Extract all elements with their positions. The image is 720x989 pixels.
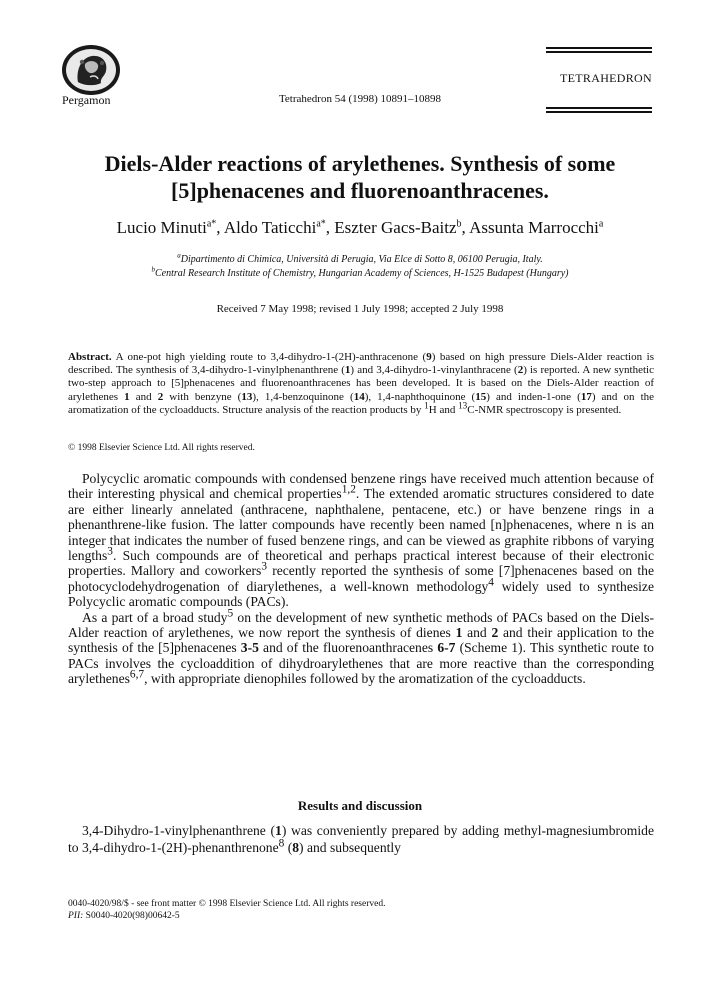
- author-affiliation-mark: b: [456, 218, 462, 230]
- affiliation-b: [0, 265, 720, 279]
- compound-number: 1: [275, 823, 282, 838]
- body-text: [68, 471, 654, 687]
- compound-number: 1: [455, 625, 463, 641]
- paragraph-text: widely used to synthesize Polycyclic aromatic compounds (PACs).: [68, 578, 654, 610]
- paragraph: [68, 471, 654, 610]
- header-rule-top-2: [546, 51, 652, 53]
- paragraph-text: . Such compounds are of theoretical and perhaps practical interest because of their electronic properties. Mallory and coworkers: [68, 548, 654, 579]
- compound-number: 2: [491, 625, 499, 641]
- author-name: Assunta Marrocchi: [469, 218, 599, 237]
- results-paragraph: [68, 822, 654, 856]
- abstract-text: ) and on the aromatization of the cycloadducts. Structure analysis of the reaction products by: [68, 390, 655, 416]
- compound-number: 8: [292, 840, 300, 855]
- abstract-text: H and: [428, 403, 459, 416]
- header-rule-top: [546, 47, 652, 49]
- header-rule-bottom: [546, 107, 652, 109]
- compound-number: 14: [353, 390, 365, 403]
- author-name: Lucio Minuti: [116, 218, 207, 237]
- abstract-text: ) and 3,4-dihydro-1-vinylanthracene (: [350, 364, 518, 377]
- author-affiliation-mark: a*: [316, 218, 326, 230]
- paragraph-text: recently reported the synthesis of some [7]phenacenes based on the photocyclodehydrogenation of diarylethenes, a well-known methodology: [68, 563, 654, 594]
- reference-mark: 8: [278, 837, 285, 850]
- paragraph-text: and their application to the synthesis of the [5]phenacenes: [68, 625, 654, 656]
- reference-mark: 1,2: [341, 483, 356, 496]
- copyright-notice: © 1998 Elsevier Science Ltd. All rights reserved.: [68, 443, 255, 453]
- affiliation-mark: a: [177, 251, 181, 260]
- author-separator: ,: [325, 218, 335, 237]
- paragraph-text: on the development of new synthetic methods of PACs based on the Diels-Alder reaction of arylethenes, we now report the synthesis of dienes: [68, 609, 654, 641]
- affiliation-a: [0, 251, 720, 265]
- author-name: Aldo Taticchi: [223, 218, 317, 237]
- paragraph-text: As a part of a broad study: [82, 609, 228, 625]
- abstract-text: ) based on high pressure Diels-Alder reaction is described. The synthesis of 3,4-dihydro-1-vinylphenanthrene (: [68, 351, 654, 377]
- paragraph-text: (Scheme 1). This synthetic route to PACs involves the cycloaddition of dihydroarylethenes that are more reactive than the corresponding arylethenes: [68, 640, 654, 687]
- pii-label: PII:: [68, 911, 84, 921]
- paragraph-text: , with appropriate dienophiles followed by the aromatization of the cycloadducts.: [144, 671, 586, 687]
- compound-number: 2: [157, 390, 164, 403]
- pergamon-logo-icon: [60, 44, 122, 96]
- compound-number: 1: [344, 364, 351, 377]
- paragraph-text: and: [462, 625, 492, 641]
- affiliation-mark: b: [151, 265, 155, 274]
- author-separator: ,: [216, 218, 224, 237]
- compound-number: 15: [475, 390, 487, 403]
- section-heading: Results and discussion: [297, 798, 423, 813]
- paragraph-text: ) and subsequently: [299, 840, 401, 855]
- pii-value: S0040-4020(98)00642-5: [83, 911, 180, 921]
- title-line-1: Diels-Alder reactions of arylethenes. Synthesis of some: [104, 151, 616, 176]
- abstract-text: A one-pot high yielding route to 3,4-dihydro-1-(2H)-anthracenone (: [111, 351, 427, 363]
- received-dates: Received 7 May 1998; revised 1 July 1998; accepted 2 July 1998: [216, 303, 504, 315]
- compound-number: 6-7: [437, 640, 456, 656]
- compound-number: 2: [517, 364, 524, 377]
- compound-number: 13: [241, 390, 253, 403]
- paragraph-text: and of the fluorenoanthracenes: [258, 640, 438, 656]
- author-affiliation-mark: a: [598, 218, 604, 230]
- reference-mark: 4: [488, 576, 494, 589]
- paragraph-text: (: [284, 840, 293, 855]
- abstract-text: with benzyne (: [163, 390, 242, 403]
- abstract-text: C-NMR spectroscopy is presented.: [467, 403, 622, 416]
- compound-number: 1: [124, 390, 130, 403]
- abstract-text: ), 1,4-benzoquinone (: [252, 390, 354, 403]
- author-name: Eszter Gacs-Baitz: [334, 218, 457, 237]
- reference-mark: 5: [227, 607, 234, 620]
- author-separator: ,: [461, 218, 470, 237]
- header-rule-bottom-2: [546, 111, 652, 113]
- affiliation-text: Central Research Institute of Chemistry, Hungarian Academy of Sciences, H-1525 Budapest (Hungary): [154, 268, 569, 279]
- compound-number: 17: [580, 390, 592, 403]
- isotope-mark: 1: [424, 400, 429, 411]
- reference-mark: 6,7: [129, 668, 145, 681]
- reference-mark: 3: [107, 545, 113, 558]
- author-affiliation-mark: a*: [206, 218, 217, 230]
- affiliation-text: Dipartimento di Chimica, Università di Perugia, Via Elce di Sotto 8, 06100 Perugia, Italy.: [180, 254, 543, 265]
- abstract-text: ), 1,4-naphthoquinone (: [364, 390, 476, 403]
- pii-line: [68, 910, 385, 922]
- paragraph-text: . The extended aromatic structures considered to date are either linearly annelated (anthracene, naphthalene, pentacene, etc.) or have benzene rings in a phenanthrene-like fusion. The latter compounds have recently been named [n]phenacenes, where n is an integer that indicates the number of fused benzene rings, and can be viewed as graphite ribbons of varying lengths: [68, 486, 654, 564]
- abstract: [68, 351, 654, 417]
- abstract-text: ) and inden-1-one (: [486, 390, 581, 403]
- paragraph-text: Polycyclic aromatic compounds with condensed benzene rings have received much attention because of their interesting physical and chemical properties: [68, 471, 654, 502]
- compound-number: 9: [426, 351, 432, 363]
- paragraph-text: ) was conveniently prepared by adding methyl-magnesiumbromide to 3,4-dihydro-1-(2H)-phenanthrenone: [68, 823, 654, 855]
- journal-citation: Tetrahedron 54 (1998) 10891–10898: [278, 93, 442, 105]
- paper-title: [70, 150, 650, 204]
- paragraph-text: 3,4-Dihydro-1-vinylphenanthrene (: [82, 823, 276, 838]
- footer-notes: [68, 898, 385, 922]
- abstract-text: and: [129, 390, 158, 403]
- reference-mark: 3: [261, 560, 268, 573]
- publisher-name: Pergamon: [62, 93, 111, 107]
- abstract-label: Abstract.: [68, 351, 112, 363]
- isotope-mark: 13: [458, 400, 468, 411]
- author-list: [0, 218, 720, 238]
- title-line-2: [5]phenacenes and fluorenoanthracenes.: [171, 178, 549, 203]
- issn-line: 0040-4020/98/$ - see front matter © 1998 Elsevier Science Ltd. All rights reserved.: [68, 899, 386, 909]
- paragraph: [68, 607, 654, 687]
- journal-name: TETRAHEDRON: [560, 71, 652, 85]
- abstract-text: ) is reported. A new synthetic two-step approach to [5]phenacenes and fluorenoanthracenes has been developed. It is based on the Diels-Alder reaction of arylethenes: [68, 364, 654, 403]
- compound-number: 3-5: [240, 640, 259, 656]
